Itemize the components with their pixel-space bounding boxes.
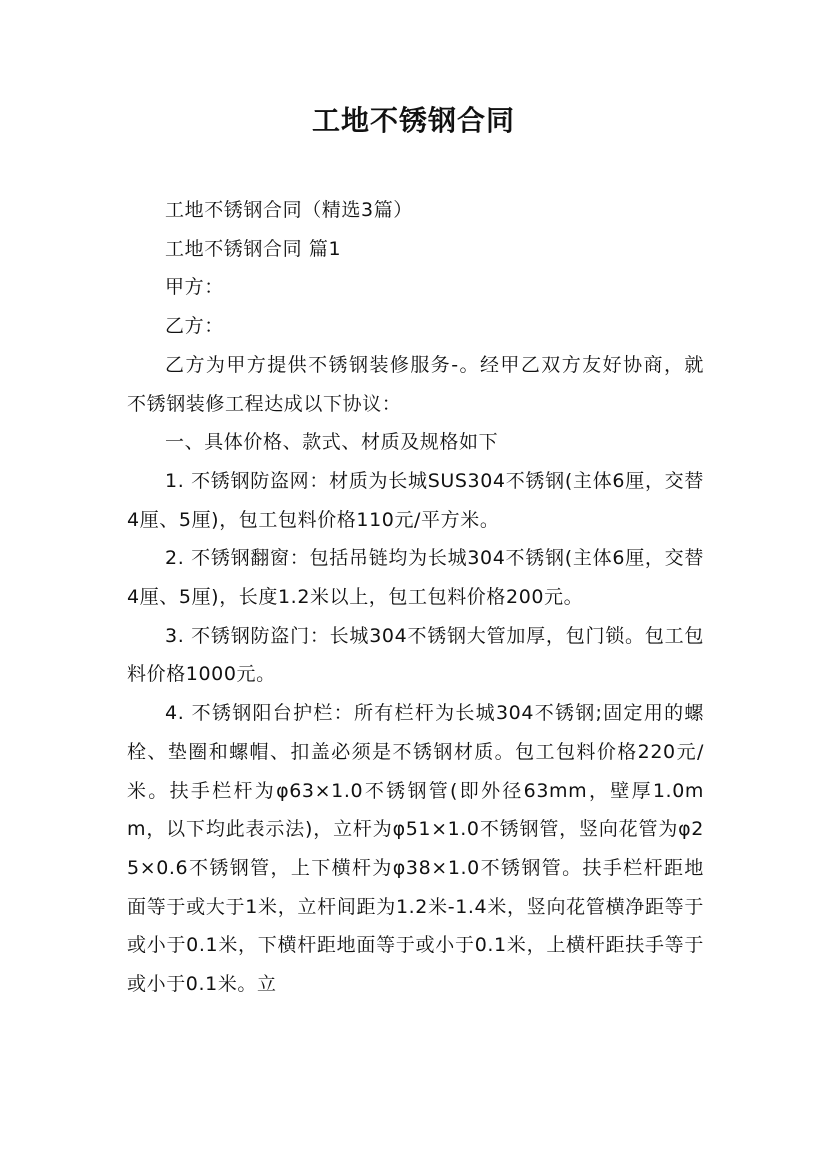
- paragraph-party-a: 甲方：: [165, 276, 224, 299]
- paragraph-subtitle: 工地不锈钢合同（精选3篇）: [165, 199, 413, 221]
- paragraph-item-4: 4. 不锈钢阳台护栏：所有栏杆为长城304不锈钢;固定用的螺栓、垫圈和螺帽、扣盖必须是不锈钢材质。包工包料价格220元/米。扶手栏杆为φ63×1.0不锈钢管(即外径63mm，壁厚1.0mm，以下均此表示法)，立杆为φ51×1.0不锈钢管，竖向花管为φ25×0.6不锈钢管，上下横杆为φ38×1.0不锈钢管。扶手栏杆距地面等于或大于1米，立杆间距为1.2米-1.4米，竖向花管横净距等于或小于0.1米，下横杆距地面等于或小于0.1米，上横杆距扶手等于或小于0.1米。立: [127, 702, 704, 996]
- paragraph-party-b: 乙方：: [165, 315, 224, 338]
- paragraph-item-2: 2. 不锈钢翻窗：包括吊链均为长城304不锈钢(主体6厘，交替4厘、5厘)，长度1.2米以上，包工包料价格200元。: [127, 547, 704, 609]
- paragraph-item-3: 3. 不锈钢防盗门：长城304不锈钢大管加厚，包门锁。包工包料价格1000元。: [127, 624, 704, 686]
- paragraph-intro: 乙方为甲方提供不锈钢装修服务-。经甲乙双方友好协商，就 不锈钢装修工程达成以下协议：: [127, 353, 704, 415]
- document-title: 工地不锈钢合同: [311, 104, 515, 137]
- paragraph-clause-heading: 一、具体价格、款式、材质及规格如下: [165, 431, 499, 454]
- paragraph-item-1: 1. 不锈钢防盗网：材质为长城SUS304不锈钢(主体6厘，交替4厘、5厘)，包工包料价格110元/平方米。: [127, 469, 704, 531]
- paragraph-section-heading: 工地不锈钢合同 篇1: [165, 237, 342, 260]
- document-body: [127, 191, 704, 1004]
